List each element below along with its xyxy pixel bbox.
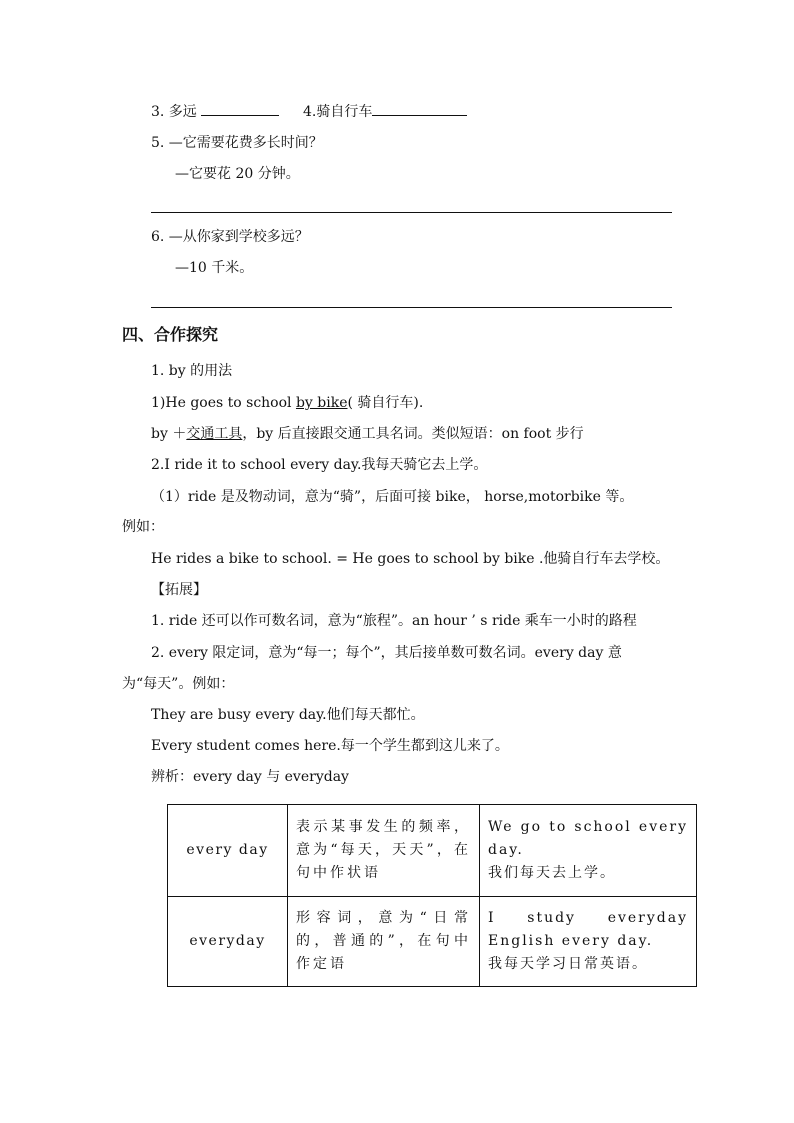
term-cell: everyday [168, 897, 288, 987]
extension-every: 2. every 限定词，意为“每一；每个”，其后接单数可数名词。every day 意 [151, 645, 622, 661]
item-6-question: 6. —从你家到学校多远？ [151, 229, 309, 245]
item-4-answer-blank[interactable] [372, 101, 467, 116]
item-4 [303, 101, 467, 122]
by-usage-heading: 1. by 的用法 [151, 363, 233, 379]
item-6-answer-line[interactable] [151, 307, 672, 308]
description-cell: 表示某事发生的频率，意为“每天，天天”，在句中作状语 [288, 805, 480, 897]
example-by-bike-underlined: by bike [295, 395, 348, 411]
by-transport-rule-post: ，by 后直接跟交通工具名词。类似短语：on foot 步行 [242, 426, 584, 442]
by-transport-rule [151, 424, 584, 444]
ride-example: He rides a bike to school. = He goes to school by bike .他骑自行车去学校。 [151, 551, 670, 567]
item-5-question: 5. —它需要花费多长时间？ [151, 135, 323, 151]
example-every-student: Every student comes here.每一个学生都到这儿来了。 [151, 738, 509, 754]
example-cell [480, 897, 697, 987]
ride-verb-note-cont: 例如： [122, 519, 164, 535]
example-chinese: 我每天学习日常英语。 [488, 956, 648, 972]
term-cell: every day [168, 805, 288, 897]
table-row [168, 805, 697, 897]
item-4-label: 4.骑自行车 [303, 104, 373, 120]
sentence-ride-to-school: 2.I ride it to school every day.我每天骑它去上学。 [151, 457, 488, 473]
item-3-label: 3. 多远 [151, 104, 197, 120]
example-by-bike-post: ( 骑自行车). [347, 395, 424, 411]
description-cell: 形容词，意为“日常的，普通的”，在句中作定语 [288, 897, 480, 987]
item-3-answer-blank[interactable] [201, 101, 279, 116]
example-by-bike [151, 393, 423, 413]
ride-verb-note: （1）ride 是及物动词，意为“骑”，后面可接 bike， horse,motorbike 等。 [151, 489, 634, 505]
by-transport-rule-pre: by ＋ [151, 426, 187, 442]
comparison-table [167, 804, 697, 987]
example-english: I study everyday English every day. [488, 910, 688, 949]
item-6-answer: —10 千米。 [175, 260, 254, 276]
extension-every-cont: 为“每天”。例如： [122, 676, 235, 692]
example-cell [480, 805, 697, 897]
example-by-bike-pre: 1)He goes to school [151, 395, 296, 411]
extension-heading: 【拓展】 [151, 582, 207, 598]
table-row [168, 897, 697, 987]
extension-ride-noun: 1. ride 还可以作可数名词，意为“旅程”。an hour ’ s ride 乘车一小时的路程 [151, 613, 637, 629]
example-chinese: 我们每天去上学。 [488, 865, 616, 881]
item-5-answer: —它要花 20 分钟。 [175, 166, 300, 182]
comparison-heading: 辨析：every day 与 everyday [151, 769, 349, 785]
item-3 [151, 101, 279, 122]
section-title: 四、合作探究 [122, 325, 219, 344]
example-busy: They are busy every day.他们每天都忙。 [151, 707, 425, 723]
item-5-answer-line[interactable] [151, 212, 672, 213]
example-english: We go to school every day. [488, 819, 688, 858]
by-transport-rule-underlined: 交通工具 [186, 426, 243, 442]
